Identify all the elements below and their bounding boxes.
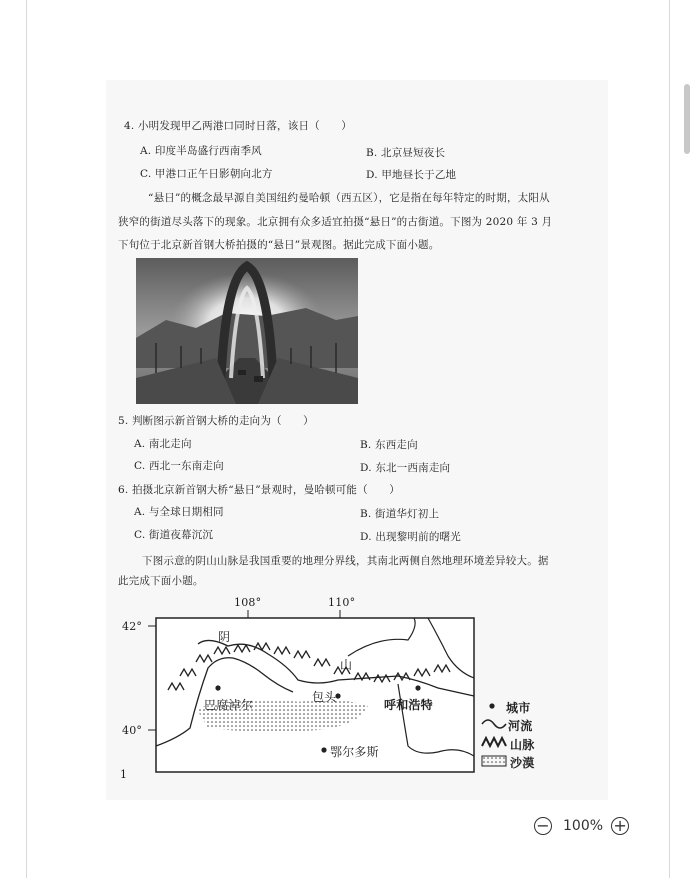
intro1-line1: “悬日”的概念最早源自美国纽约曼哈顿（西五区），它是指在每年特定的时期，太阳从 [148, 192, 550, 204]
zoom-level: 100% [563, 818, 604, 834]
intro1-line3: 下旬位于北京新首钢大桥拍摄的“悬日”景观图。据此完成下面小题。 [118, 239, 440, 251]
map-label-yin: 阴 [218, 630, 231, 644]
intro2-line1: 下图示意的阴山山脉是我国重要的地理分界线，其南北两侧自然地理环境差异较大。据 [142, 555, 549, 567]
zoom-controls [534, 814, 629, 838]
intro2-line2: 此完成下面小题。 [118, 575, 204, 587]
scrollbar-thumb[interactable] [684, 84, 690, 154]
map-lon-110: 110° [328, 596, 356, 609]
q5-stem: 5. 判断图示新首钢大桥的走向为（ ） [118, 415, 314, 427]
legend-desert: 沙漠 [510, 756, 535, 770]
q5-option-d: D. 东北一西南走向 [360, 462, 451, 474]
q4-option-b: B. 北京昼短夜长 [366, 147, 446, 159]
map-lat-40: 40° [122, 724, 143, 737]
q6-option-a: A. 与全球日期相同 [134, 506, 224, 518]
map-label-desert: 巴腐淖尔 [204, 698, 253, 712]
yinshan-map [118, 596, 546, 784]
q4-option-a: A. 印度半岛盛行西南季风 [140, 145, 262, 157]
q5-option-a: A. 南北走向 [134, 438, 192, 450]
q6-option-c: C. 街道夜幕沉沉 [134, 529, 214, 541]
q6-option-b: B. 街道华灯初上 [360, 508, 440, 520]
q5-option-c: C. 西北一东南走向 [134, 460, 224, 472]
q4-option-d: D. 甲地昼长于乙地 [366, 169, 457, 181]
page-number: 1 [120, 768, 128, 781]
q4-stem: 4. 小明发现甲乙两港口同时日落，该日（ ） [124, 120, 352, 132]
legend-mountain: 山脉 [510, 738, 535, 752]
map-city-ordos: 鄂尔多斯 [330, 745, 379, 759]
map-city-hohhot: 呼和浩特 [384, 698, 433, 712]
q6-stem: 6. 拍摄北京新首钢大桥“悬日”景观时，曼哈顿可能（ ） [118, 484, 400, 496]
legend-city: 城市 [506, 701, 531, 715]
intro1-line2: 狭窄的街道尽头落下的现象。北京拥有众多适宜拍摄“悬日”的古街道。下图为 2020 年 3 月 [118, 216, 553, 228]
q4-option-c: C. 甲港口正午日影朝向北方 [140, 168, 273, 180]
map-lon-108: 108° [234, 596, 262, 609]
bridge-sunset-photo [136, 258, 358, 404]
map-city-baotou: 包头 [312, 690, 337, 704]
legend-river: 河流 [508, 719, 533, 733]
zoom-out-icon[interactable]: − [534, 817, 552, 835]
q5-option-b: B. 东西走向 [360, 439, 418, 451]
map-label-shan: 山 [340, 658, 353, 672]
zoom-in-icon[interactable]: + [611, 817, 629, 835]
map-lat-42: 42° [122, 620, 143, 633]
q6-option-d: D. 出现黎明前的曙光 [360, 531, 461, 543]
